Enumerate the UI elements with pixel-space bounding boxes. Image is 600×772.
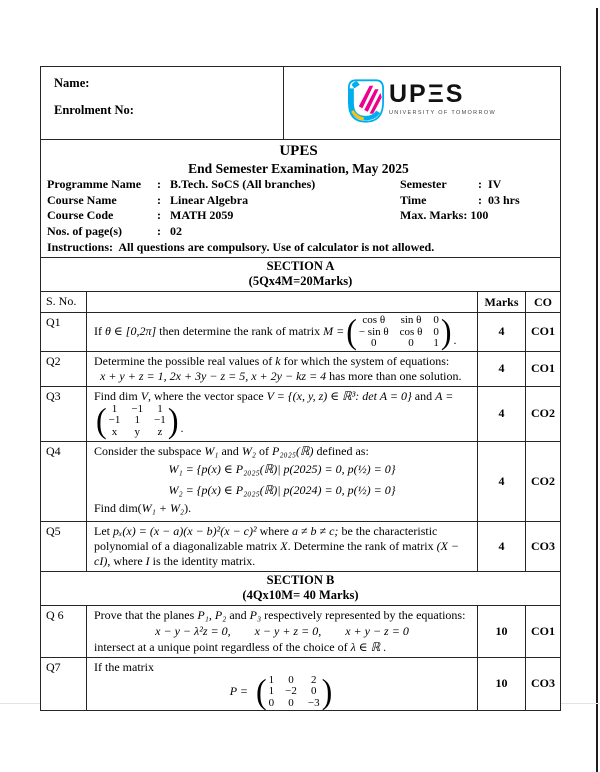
q1-period: . [453,332,457,347]
question-number: Q1 [46,315,61,329]
q1-intro: If θ ∈ [0,2π] then determine the rank of matrix M = [94,324,345,339]
question-text [86,387,477,441]
co-value: CO2 [525,442,560,521]
semester-value: : IV [478,177,502,191]
course-name-label: Course Name [47,192,117,207]
co-value: CO1 [525,313,560,351]
course-code-value: : MATH 2059 [157,208,234,222]
co-value: CO2 [525,387,560,441]
q3-line1: Find dim V, where the vector space V = {(x, y, z) ∈ ℝ³: det A = 0} and A = [94,388,454,403]
q6-equations: x − y − λ²z = 0, x − y + z = 0, x + y − z = 0 [155,623,409,638]
section-b-header [41,571,560,605]
q5-paragraph: Let pₓ(x) = (x − a)(x − b)²(x − c)² where a ≠ b ≠ c; be the characteristic polynomial of a diagonalizable matrix X. Determine the rank of matrix (X − cI), where I is the identity matrix. [94,523,460,568]
q3-matrix: ( 1 −1 1 −1 1 −1 x y z ) [96,400,179,440]
section-b-subtitle: (4Qx10M= 40 Marks) [242,587,359,602]
question-number: Q5 [46,523,61,538]
q6-line3: intersect at a unique point regardless of the choice of λ ∈ ℝ . [94,639,387,654]
co-value: CO3 [525,522,560,571]
semester-label: Semester [400,177,447,191]
course-name-value: : Linear Algebra [157,192,249,207]
question-text [86,658,477,711]
time-label: Time [400,192,427,207]
q1-matrix: ( cos θ sin θ 0 − sin θ cos θ 0 0 0 1 ) [346,311,452,351]
q2-line1: Determine the possible real values of k for which the system of equations: [94,353,450,368]
max-marks-label: Max. Marks: [400,208,468,222]
programme-label: Programme Name [47,177,142,191]
question-row-q4 [41,441,560,521]
pages-value: : 02 [157,223,182,238]
scanned-page-right-edge-line [596,8,598,772]
question-row-q5 [41,521,560,571]
time-group [400,193,550,209]
question-row-q7 [41,657,560,711]
university-name: UPES [279,143,318,159]
col-co: CO [525,292,560,312]
question-row-q6 [41,605,560,657]
exam-title: End Semester Examination, May 2025 [188,161,409,176]
upes-logo-text [389,81,496,116]
course-name-line [47,193,550,209]
upes-tagline-text: UNIVERSITY OF TOMORROW [388,109,496,116]
q6-line1: Prove that the planes P₁, P₂ and P₃ respectively represented by the equations: [94,607,466,622]
marks-value: 10 [477,606,525,657]
question-number: Q3 [46,388,61,403]
candidate-fields [41,67,284,139]
programme-value: : B.Tech. SoCS (All branches) [157,177,316,191]
marks-value: 10 [477,658,525,711]
max-marks-group [400,208,550,224]
question-number: Q7 [46,659,61,674]
upes-logo-drop-icon [348,79,384,128]
pages-line [47,224,550,240]
candidate-header-row [41,67,560,139]
marks-value: 4 [477,442,525,521]
q3-period: . [180,421,184,435]
question-text [86,606,477,657]
marks-value: 4 [477,522,525,571]
name-label: Name: [54,76,90,90]
q7-matrix-label: P = [229,683,248,698]
question-text [86,352,477,386]
q4-eq1: W₁ = {p(x) ∈ P₂₀₂₅(ℝ)| p(2025) = 0, p(½) = 0} [168,461,396,476]
section-b-title: SECTION B [266,572,335,587]
question-number: Q 6 [46,607,64,622]
col-question [86,292,477,312]
exam-paper-document [40,66,561,711]
question-number: Q2 [46,353,61,368]
max-marks-value: 100 [467,208,489,222]
q4-line1: Consider the subspace W₁ and W₂ of P₂₀₂₅(ℝ) defined as: [94,443,369,458]
col-marks: Marks [477,292,525,312]
q4-eq2: W₂ = {p(x) ∈ P₂₀₂₅(ℝ)| p(2024) = 0, p(½) = 0} [168,482,396,497]
q7-line1: If the matrix [94,659,154,674]
marks-value: 4 [477,387,525,441]
section-a-header [41,257,560,291]
question-text [86,313,477,351]
upes-logo [348,79,496,128]
course-code-line [47,208,550,224]
co-value: CO3 [525,658,560,711]
q2-line2: x + y + z = 1, 2x + 3y − z = 5, x + 2y − kz = 4 has more than one solution. [100,368,462,383]
logo-cell [284,67,560,139]
question-row-q3 [41,386,560,441]
marks-value: 4 [477,313,525,351]
col-sno: S. No. [46,294,77,308]
co-value: CO1 [525,352,560,386]
marks-value: 4 [477,352,525,386]
enrolment-label: Enrolment No: [54,103,134,117]
programme-line [47,177,550,193]
co-value: CO1 [525,606,560,657]
instructions-text: Instructions: All questions are compulsory. Use of calculator is not allowed. [47,240,435,254]
time-value: : 03 hrs [478,192,520,207]
table-header-row [41,291,560,312]
question-text [86,522,477,571]
pages-label: Nos. of page(s) [47,223,122,238]
q4-line4: Find dim(W₁ + W₂). [94,500,192,515]
upes-brand-text: UPΞS [388,79,465,108]
exam-title-block [41,139,560,257]
section-a-title: SECTION A [266,259,335,273]
question-number: Q4 [46,443,61,458]
course-code-label: Course Code [47,208,114,222]
question-text [86,442,477,521]
semester-group [400,177,550,193]
q7-matrix: ( 1 0 2 1 −2 0 0 0 −3 ) [255,671,333,711]
section-a-subtitle: (5Qx4M=20Marks) [248,274,353,288]
question-row-q2 [41,351,560,386]
question-row-q1 [41,312,560,351]
